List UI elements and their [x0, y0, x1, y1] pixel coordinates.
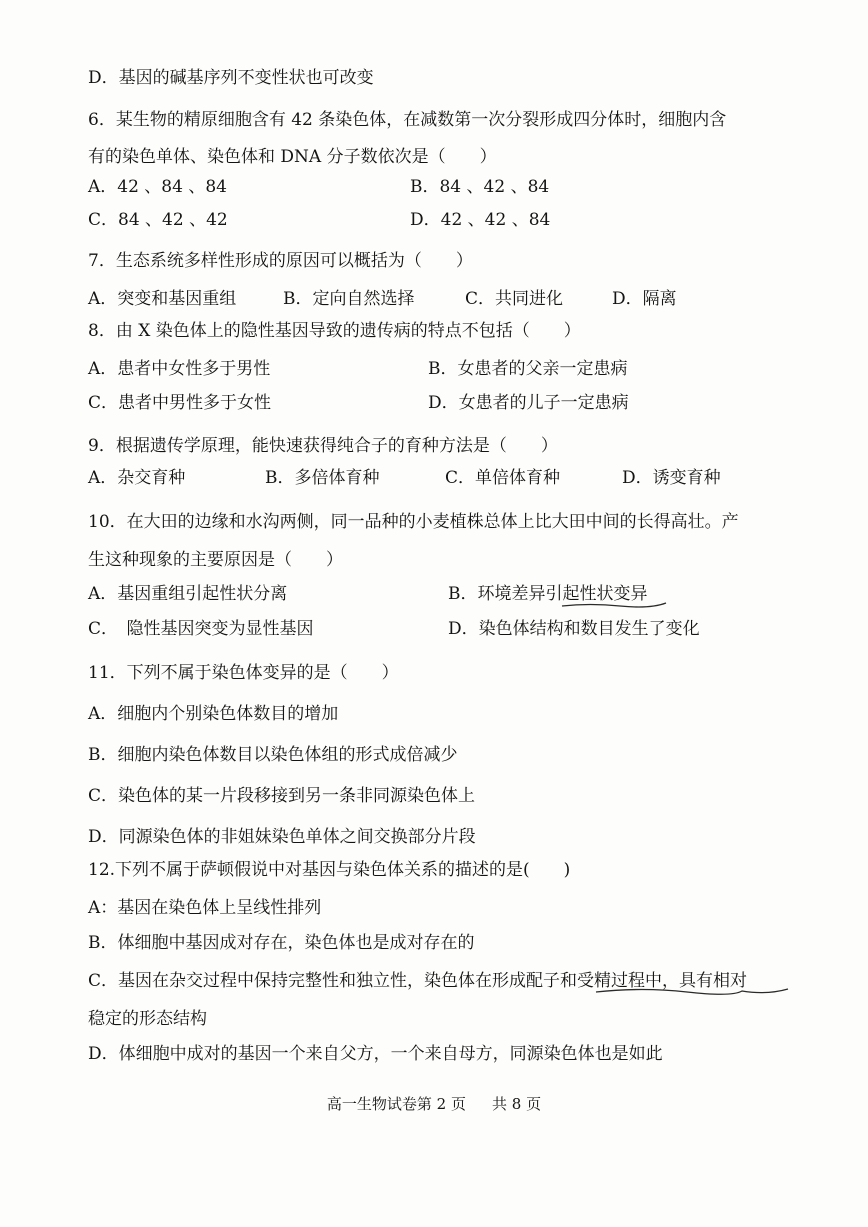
question-6-option-a: A．42 、84 、84: [88, 177, 227, 197]
question-7-option-d: D．隔离: [612, 289, 677, 309]
question-12-option-c-line-2: 稳定的形态结构: [88, 1009, 207, 1029]
question-12-option-a: A：基因在染色体上呈线性排列: [88, 898, 322, 918]
question-7-stem: 7．生态系统多样性形成的原因可以概括为（ ）: [88, 251, 473, 271]
question-6-stem-line-1: 6．某生物的精原细胞含有 42 条染色体，在减数第一次分裂形成四分体时，细胞内含: [88, 110, 727, 130]
question-12-option-d: D．体细胞中成对的基因一个来自父方，一个来自母方，同源染色体也是如此: [88, 1044, 663, 1064]
question-8-stem: 8．由 X 染色体上的隐性基因导致的遗传病的特点不包括（ ）: [88, 321, 581, 341]
question-11-option-d: D．同源染色体的非姐妹染色单体之间交换部分片段: [88, 827, 476, 847]
question-7-option-a: A．突变和基因重组: [88, 289, 237, 309]
question-12-option-c-line-1: C．基因在杂交过程中保持完整性和独立性，染色体在形成配子和受精过程中，具有相对: [88, 971, 748, 991]
question-12-stem: 12.下列不属于萨顿假说中对基因与染色体关系的描述的是( ): [88, 860, 571, 880]
question-9-option-d: D．诱变育种: [622, 468, 721, 488]
question-8-option-d: D．女患者的儿子一定患病: [428, 393, 629, 413]
question-9-option-c: C．单倍体育种: [445, 468, 561, 488]
question-6-option-b: B．84 、42 、84: [410, 177, 550, 197]
footer-total-pages: 共 8 页: [492, 1095, 542, 1113]
question-7-option-b: B．定向自然选择: [283, 289, 415, 309]
question-10-option-d: D．染色体结构和数目发生了变化: [448, 619, 700, 639]
footer-page-number: 高一生物试卷第 2 页: [326, 1095, 466, 1113]
question-11-stem: 11．下列不属于染色体变异的是（ ）: [88, 663, 399, 683]
question-12-option-b: B．体细胞中基因成对存在，染色体也是成对存在的: [88, 933, 475, 953]
question-5-option-d: D．基因的碱基序列不变性状也可改变: [88, 68, 374, 88]
question-9-option-b: B．多倍体育种: [265, 468, 380, 488]
page-footer: [0, 1094, 868, 1114]
question-6-option-c: C．84 、42 、42: [88, 210, 228, 230]
question-11-option-b: B．细胞内染色体数目以染色体组的形式成倍减少: [88, 745, 458, 765]
question-10-option-c: C． 隐性基因突变为显性基因: [88, 619, 314, 639]
question-10-option-b: B．环境差异引起性状变异: [448, 584, 648, 604]
question-10-option-a: A．基因重组引起性状分离: [88, 584, 288, 604]
question-6-option-d: D．42 、42 、84: [410, 210, 551, 230]
question-9-option-a: A．杂交育种: [88, 468, 186, 488]
question-10-stem-line-2: 生这种现象的主要原因是（ ）: [88, 550, 343, 570]
question-6-stem-line-2: 有的染色单体、染色体和 DNA 分子数依次是（ ）: [88, 147, 497, 167]
question-8-option-a: A．患者中女性多于男性: [88, 359, 271, 379]
question-9-stem: 9．根据遗传学原理，能快速获得纯合子的育种方法是（ ）: [88, 436, 558, 456]
question-8-option-c: C．患者中男性多于女性: [88, 393, 272, 413]
question-11-option-c: C．染色体的某一片段移接到另一条非同源染色体上: [88, 786, 476, 806]
question-11-option-a: A．细胞内个别染色体数目的增加: [88, 704, 339, 724]
question-7-option-c: C．共同进化: [465, 289, 564, 309]
question-10-stem-line-1: 10．在大田的边缘和水沟两侧，同一品种的小麦植株总体上比大田中间的长得高壮。产: [88, 512, 739, 532]
question-8-option-b: B．女患者的父亲一定患病: [428, 359, 628, 379]
